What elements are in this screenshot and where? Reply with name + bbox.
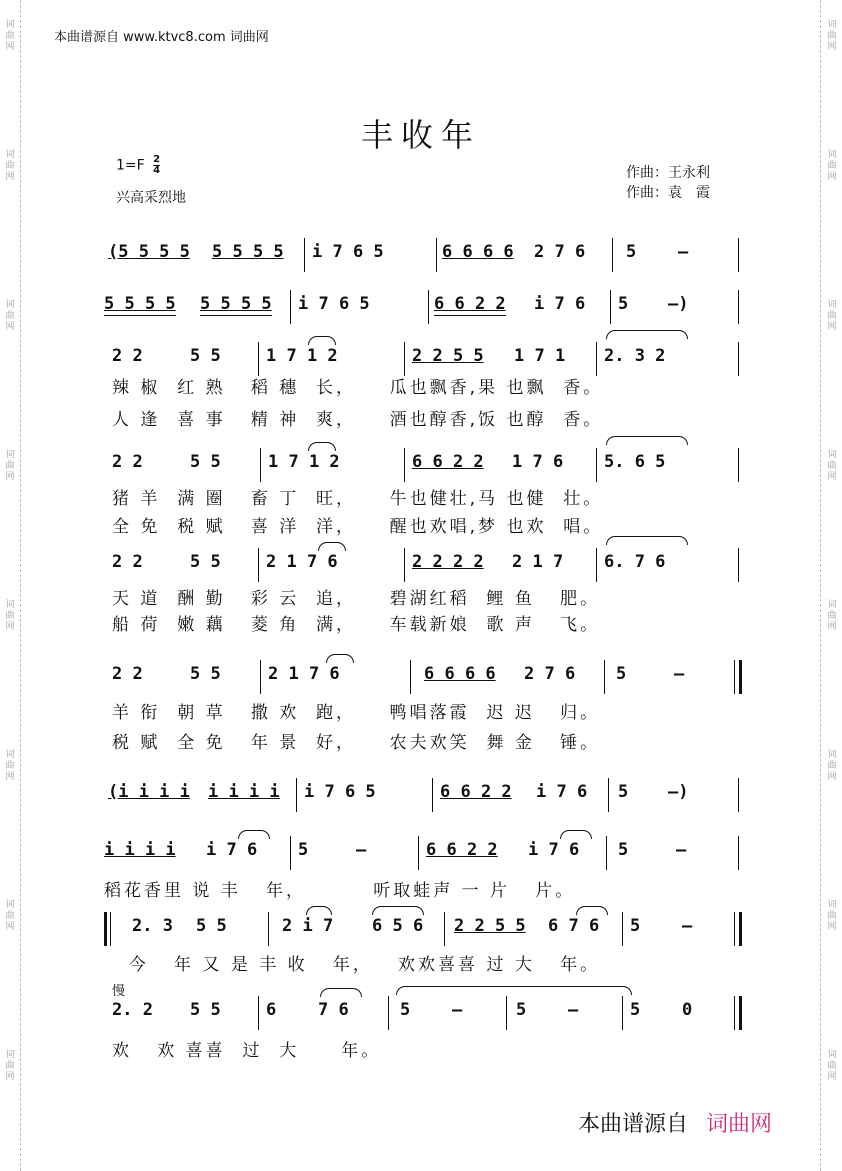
slur	[238, 830, 270, 839]
note-group: 7 6	[318, 1000, 349, 1020]
note-group: 5	[618, 294, 629, 314]
note-group: 5	[630, 916, 641, 936]
note-group: i 7 6	[534, 294, 586, 314]
note-group: –)	[668, 294, 689, 314]
note-group: 6 7 6	[548, 916, 600, 936]
note-group: –	[452, 1000, 463, 1020]
note-group: 6 6 2 2	[440, 782, 512, 802]
barline	[596, 342, 597, 376]
note-group: 5	[630, 1000, 641, 1020]
note-group: i i i i	[104, 840, 176, 860]
slur	[306, 906, 332, 915]
repeat-end-thick	[739, 660, 742, 694]
barline	[258, 996, 259, 1030]
source-header[interactable]: 本曲谱源自 www.ktvc8.com 词曲网	[54, 30, 269, 45]
note-group: 5 5	[190, 346, 221, 366]
barline	[404, 448, 405, 482]
barline	[388, 996, 389, 1030]
note-group: –	[682, 916, 693, 936]
note-group: 2 2 5 5	[454, 916, 526, 936]
barline	[432, 778, 433, 812]
lyric-line-3: 猪 羊 满 圈 畜 丁 旺， 牛也健壮,马 也健 壮。	[112, 489, 604, 509]
note-group: 5	[400, 1000, 411, 1020]
note-group: 2 2 5 5	[412, 346, 484, 366]
note-group: 6 6 2 2	[426, 840, 498, 860]
barline	[622, 996, 623, 1030]
barline	[596, 548, 597, 582]
note-group: 6	[266, 1000, 277, 1020]
barline	[404, 548, 405, 582]
barline	[296, 778, 297, 812]
score-row-8	[0, 840, 842, 880]
barline	[260, 448, 261, 482]
time-signature	[153, 155, 160, 176]
barline	[290, 836, 291, 870]
slur	[320, 988, 362, 997]
tempo-marking: 兴高采烈地	[116, 190, 186, 206]
lyric-line-8: 税 赋 全 免 年 景 好， 农夫欢笑 舞 金 锤。	[112, 733, 601, 753]
note-group: 5	[618, 840, 629, 860]
slow-marking: 慢	[112, 984, 126, 999]
note-group: 2. 3 2	[604, 346, 666, 366]
barline	[738, 342, 739, 376]
note-group: –	[356, 840, 367, 860]
barline	[738, 290, 739, 324]
barline	[304, 238, 305, 272]
repeat-end-thick	[739, 912, 742, 946]
barline	[738, 448, 739, 482]
repeat-start-thick	[104, 912, 107, 946]
note-group: i i i i	[208, 782, 280, 802]
note-group: 5	[298, 840, 309, 860]
slur	[372, 906, 424, 915]
barline	[738, 836, 739, 870]
note-group: 5. 6 5	[604, 452, 666, 472]
note-group: 5 5 5 5	[200, 294, 272, 314]
tie	[606, 436, 688, 445]
tie	[606, 536, 688, 545]
score-row-10	[0, 1000, 842, 1040]
composer-credit: 作曲：王永利	[626, 165, 710, 181]
key-signature	[116, 155, 160, 176]
barline	[622, 912, 623, 946]
barline	[268, 912, 269, 946]
barline	[606, 836, 607, 870]
repeat-end-thin	[734, 660, 735, 694]
note-group: i 7 6	[528, 840, 580, 860]
barline	[596, 448, 597, 482]
barline	[612, 238, 613, 272]
note-group: 5 5	[190, 552, 221, 572]
footer-brand-link[interactable]: 词曲网	[706, 1112, 773, 1137]
slur	[326, 654, 354, 663]
note-group: i 7 6 5	[298, 294, 370, 314]
note-group: 1 7 6	[512, 452, 564, 472]
barline	[444, 912, 445, 946]
score-row-2	[0, 294, 842, 334]
time-den: 4	[153, 165, 161, 176]
barline	[404, 342, 405, 376]
barline	[436, 238, 437, 272]
note-group: 2 7 6	[524, 664, 576, 684]
note-group: (i i i i	[108, 782, 190, 802]
footer-source	[578, 1107, 772, 1138]
note-group: 5 5	[196, 916, 227, 936]
final-bar-thick	[739, 996, 742, 1030]
note-group: 5	[616, 664, 627, 684]
barline	[738, 238, 739, 272]
slur	[308, 336, 336, 345]
note-group: 5 5	[190, 452, 221, 472]
note-group: 2 i 7	[282, 916, 334, 936]
time-num: 2	[153, 154, 161, 165]
note-group: 1 7 1 2	[266, 346, 338, 366]
lyric-line-2: 人 逢 喜 事 精 神 爽， 酒也醇香,饭 也醇 香。	[112, 410, 604, 430]
note-group: 5 5	[190, 1000, 221, 1020]
barline	[608, 778, 609, 812]
barline	[260, 660, 261, 694]
note-group: –)	[668, 782, 689, 802]
repeat-start-thin	[110, 912, 111, 946]
lyric-line-5: 天 道 酬 勤 彩 云 追， 碧湖红稻 鲤 鱼 肥。	[112, 589, 601, 609]
note-group: 2 1 7 6	[268, 664, 340, 684]
slur	[576, 906, 608, 915]
lyric-line-4: 全 免 税 赋 喜 洋 洋， 醒也欢唱,梦 也欢 唱。	[112, 517, 604, 537]
note-group: –	[676, 840, 687, 860]
footer-text: 本曲谱源自	[578, 1112, 689, 1137]
slur	[308, 442, 336, 451]
note-group: 2 1 7 6	[266, 552, 338, 572]
tie	[396, 986, 632, 995]
note-group: 0	[682, 1000, 693, 1020]
note-group: –	[678, 242, 689, 262]
lyric-line-11: 欢 欢 喜喜 过 大 年。	[112, 1041, 382, 1061]
barline	[418, 836, 419, 870]
note-group: 6 6 6 6	[442, 242, 514, 262]
lyricist-credit: 作曲：袁 霞	[626, 185, 710, 201]
lyric-line-7: 羊 衔 朝 草 撒 欢 跑， 鸭唱落霞 迟 迟 归。	[112, 703, 601, 723]
lyric-line-1: 辣 椒 红 熟 稻 穗 长， 瓜也飘香,果 也飘 香。	[112, 378, 604, 398]
note-group: 2 2 2 2	[412, 552, 484, 572]
note-group: 2 2	[112, 346, 143, 366]
note-group: i 7 6 5	[304, 782, 376, 802]
barline	[410, 660, 411, 694]
note-group: i 7 6	[206, 840, 258, 860]
note-group: 2 2	[112, 452, 143, 472]
tie	[606, 330, 688, 339]
score-row-7	[0, 782, 842, 822]
note-group: 5 5 5 5	[104, 294, 176, 314]
note-group: 6 6 2 2	[412, 452, 484, 472]
repeat-end-thin	[734, 912, 735, 946]
note-group: 2. 3	[132, 916, 173, 936]
barline	[738, 778, 739, 812]
note-group: 1 7 1	[514, 346, 566, 366]
note-group: 6. 7 6	[604, 552, 666, 572]
note-group: 6 6 2 2	[434, 294, 506, 314]
lyric-line-10: 今 年 又 是 丰 收 年， 欢欢喜喜 过 大 年。	[112, 955, 601, 975]
note-group: 5	[618, 782, 629, 802]
barline	[610, 290, 611, 324]
note-group: 2 2	[112, 552, 143, 572]
note-group: 2 2	[112, 664, 143, 684]
note-group: 5 5	[190, 664, 221, 684]
barline	[258, 342, 259, 376]
slur	[318, 542, 346, 551]
note-group: –	[674, 664, 685, 684]
song-title: 丰收年	[360, 116, 481, 154]
note-group: 6 6 6 6	[424, 664, 496, 684]
lyric-line-6: 船 荷 嫩 藕 菱 角 满， 车载新娘 歌 声 飞。	[112, 615, 601, 635]
note-group: i 7 6	[536, 782, 588, 802]
note-group: 6 5 6	[372, 916, 424, 936]
score-row-1	[0, 242, 842, 282]
note-group: 1 7 1 2	[268, 452, 340, 472]
note-group: 5 5 5 5	[212, 242, 284, 262]
note-group: 2 1 7	[512, 552, 564, 572]
key-label: 1=F	[116, 157, 145, 174]
note-group: 2 7 6	[534, 242, 586, 262]
note-group: 2. 2	[112, 1000, 153, 1020]
note-group: 5	[626, 242, 637, 262]
barline	[506, 996, 507, 1030]
barline	[604, 660, 605, 694]
note-group: i 7 6 5	[312, 242, 384, 262]
note-group: 5	[516, 1000, 527, 1020]
slur	[560, 830, 592, 839]
barline	[258, 548, 259, 582]
note-group: (5 5 5 5	[108, 242, 190, 262]
barline	[738, 548, 739, 582]
barline	[428, 290, 429, 324]
lyric-line-9: 稻花香里 说 丰 年， 听取蛙声 一 片 片。	[104, 881, 576, 901]
final-bar-thin	[734, 996, 735, 1030]
barline	[290, 290, 291, 324]
note-group: –	[568, 1000, 579, 1020]
